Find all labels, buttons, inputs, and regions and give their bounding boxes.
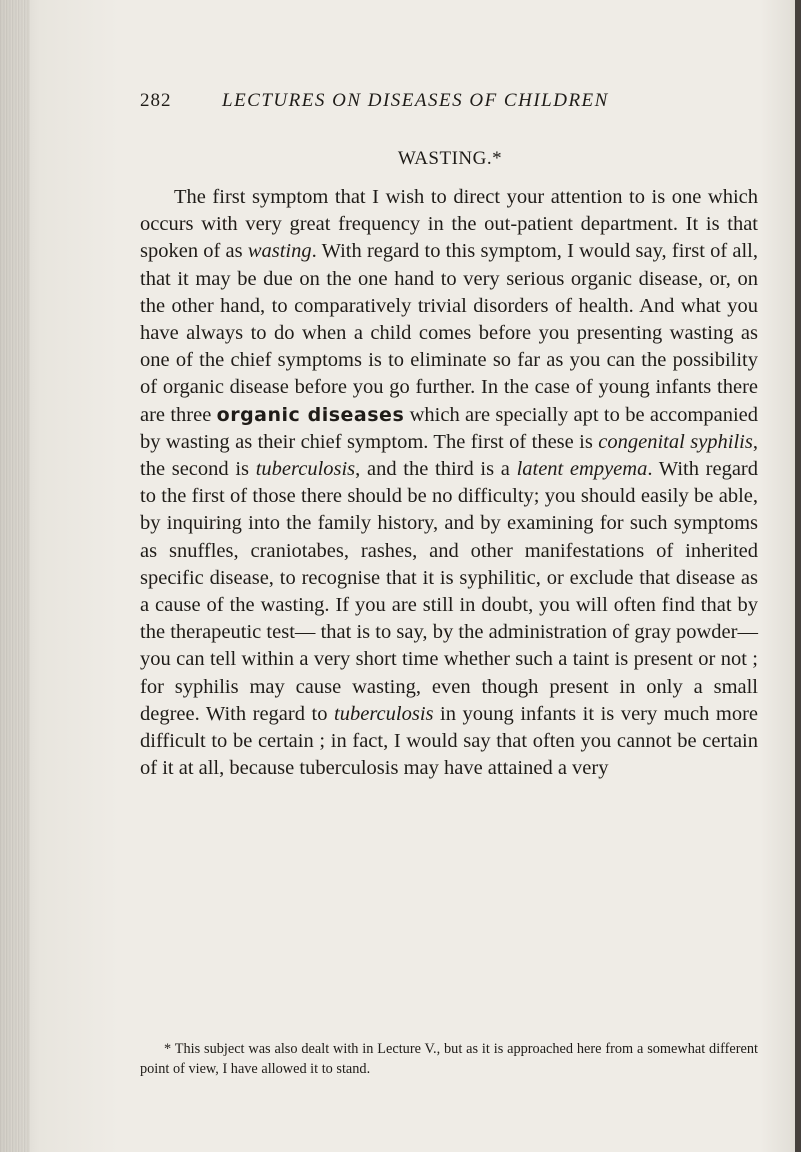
text-run: . With regard to this symptom, I would say, first of all, that it may be due on the one hand to very serious organic disease, or, on the other hand, to comparatively trivial disorders of health. And what you have always to do when a child comes before you presenting wasting as one of the chief symptoms is to eliminate so far as you can the possibility of organic disease before you go further. In the case of young infants there are three	[140, 240, 758, 426]
text-run: The first symptom that I wish to direct your attention to is one which occurs with very great frequency in the out-patient department. It is that spoken of as	[140, 186, 758, 263]
page-right-edge	[795, 0, 801, 1152]
footnote: * This subject was also dealt with in Lecture V., but as it is approached here from a somewhat different point of view, I have allowed it to stand.	[140, 1041, 758, 1077]
emphasis-congenital-syphilis: congenital syphilis	[598, 430, 753, 453]
emphasis-tuberculosis: tuberculosis	[255, 458, 356, 481]
bold-organic-diseases: organic diseases	[216, 403, 405, 426]
page-binding-shadow	[0, 0, 30, 1152]
emphasis-wasting: wasting	[247, 240, 312, 263]
body-paragraph	[140, 184, 758, 782]
running-title: LECTURES ON DISEASES OF CHILDREN	[222, 90, 609, 111]
page-number: 282	[140, 90, 172, 111]
text-run: in young infants it is very much more difficult to be certain ; in fact, I would say that often you cannot be certain of it at all, because tuberculosis may have attained a very	[140, 702, 758, 780]
text-run: , the second is	[140, 430, 758, 481]
text-run: , and the third is a	[355, 458, 517, 481]
text-run: which are specially apt to be accompanied by wasting as their chief symptom. The first of these is	[140, 403, 758, 453]
emphasis-latent-empyema: latent empyema	[516, 458, 648, 481]
emphasis-tuberculosis: tuberculosis	[334, 702, 434, 725]
text-run: . With regard to the first of those there should be no difficulty; you should easily be able, by inquiring into the family history, and by examining for such symptoms as snuffles, craniotabes, rashes, and other manifestations of inherited specific disease, to recognise that it is syphilitic, or exclude that disease as a cause of the wasting. If you are still in doubt, you will often find that by the therapeutic test— that is to say, by the administration of gray powder—you can tell within a very short time whether such a taint is present or not ; for syphilis may cause wasting, even though present in only a small degree. With regard to	[140, 458, 758, 725]
running-header	[140, 90, 760, 112]
section-heading: WASTING.*	[397, 148, 503, 169]
